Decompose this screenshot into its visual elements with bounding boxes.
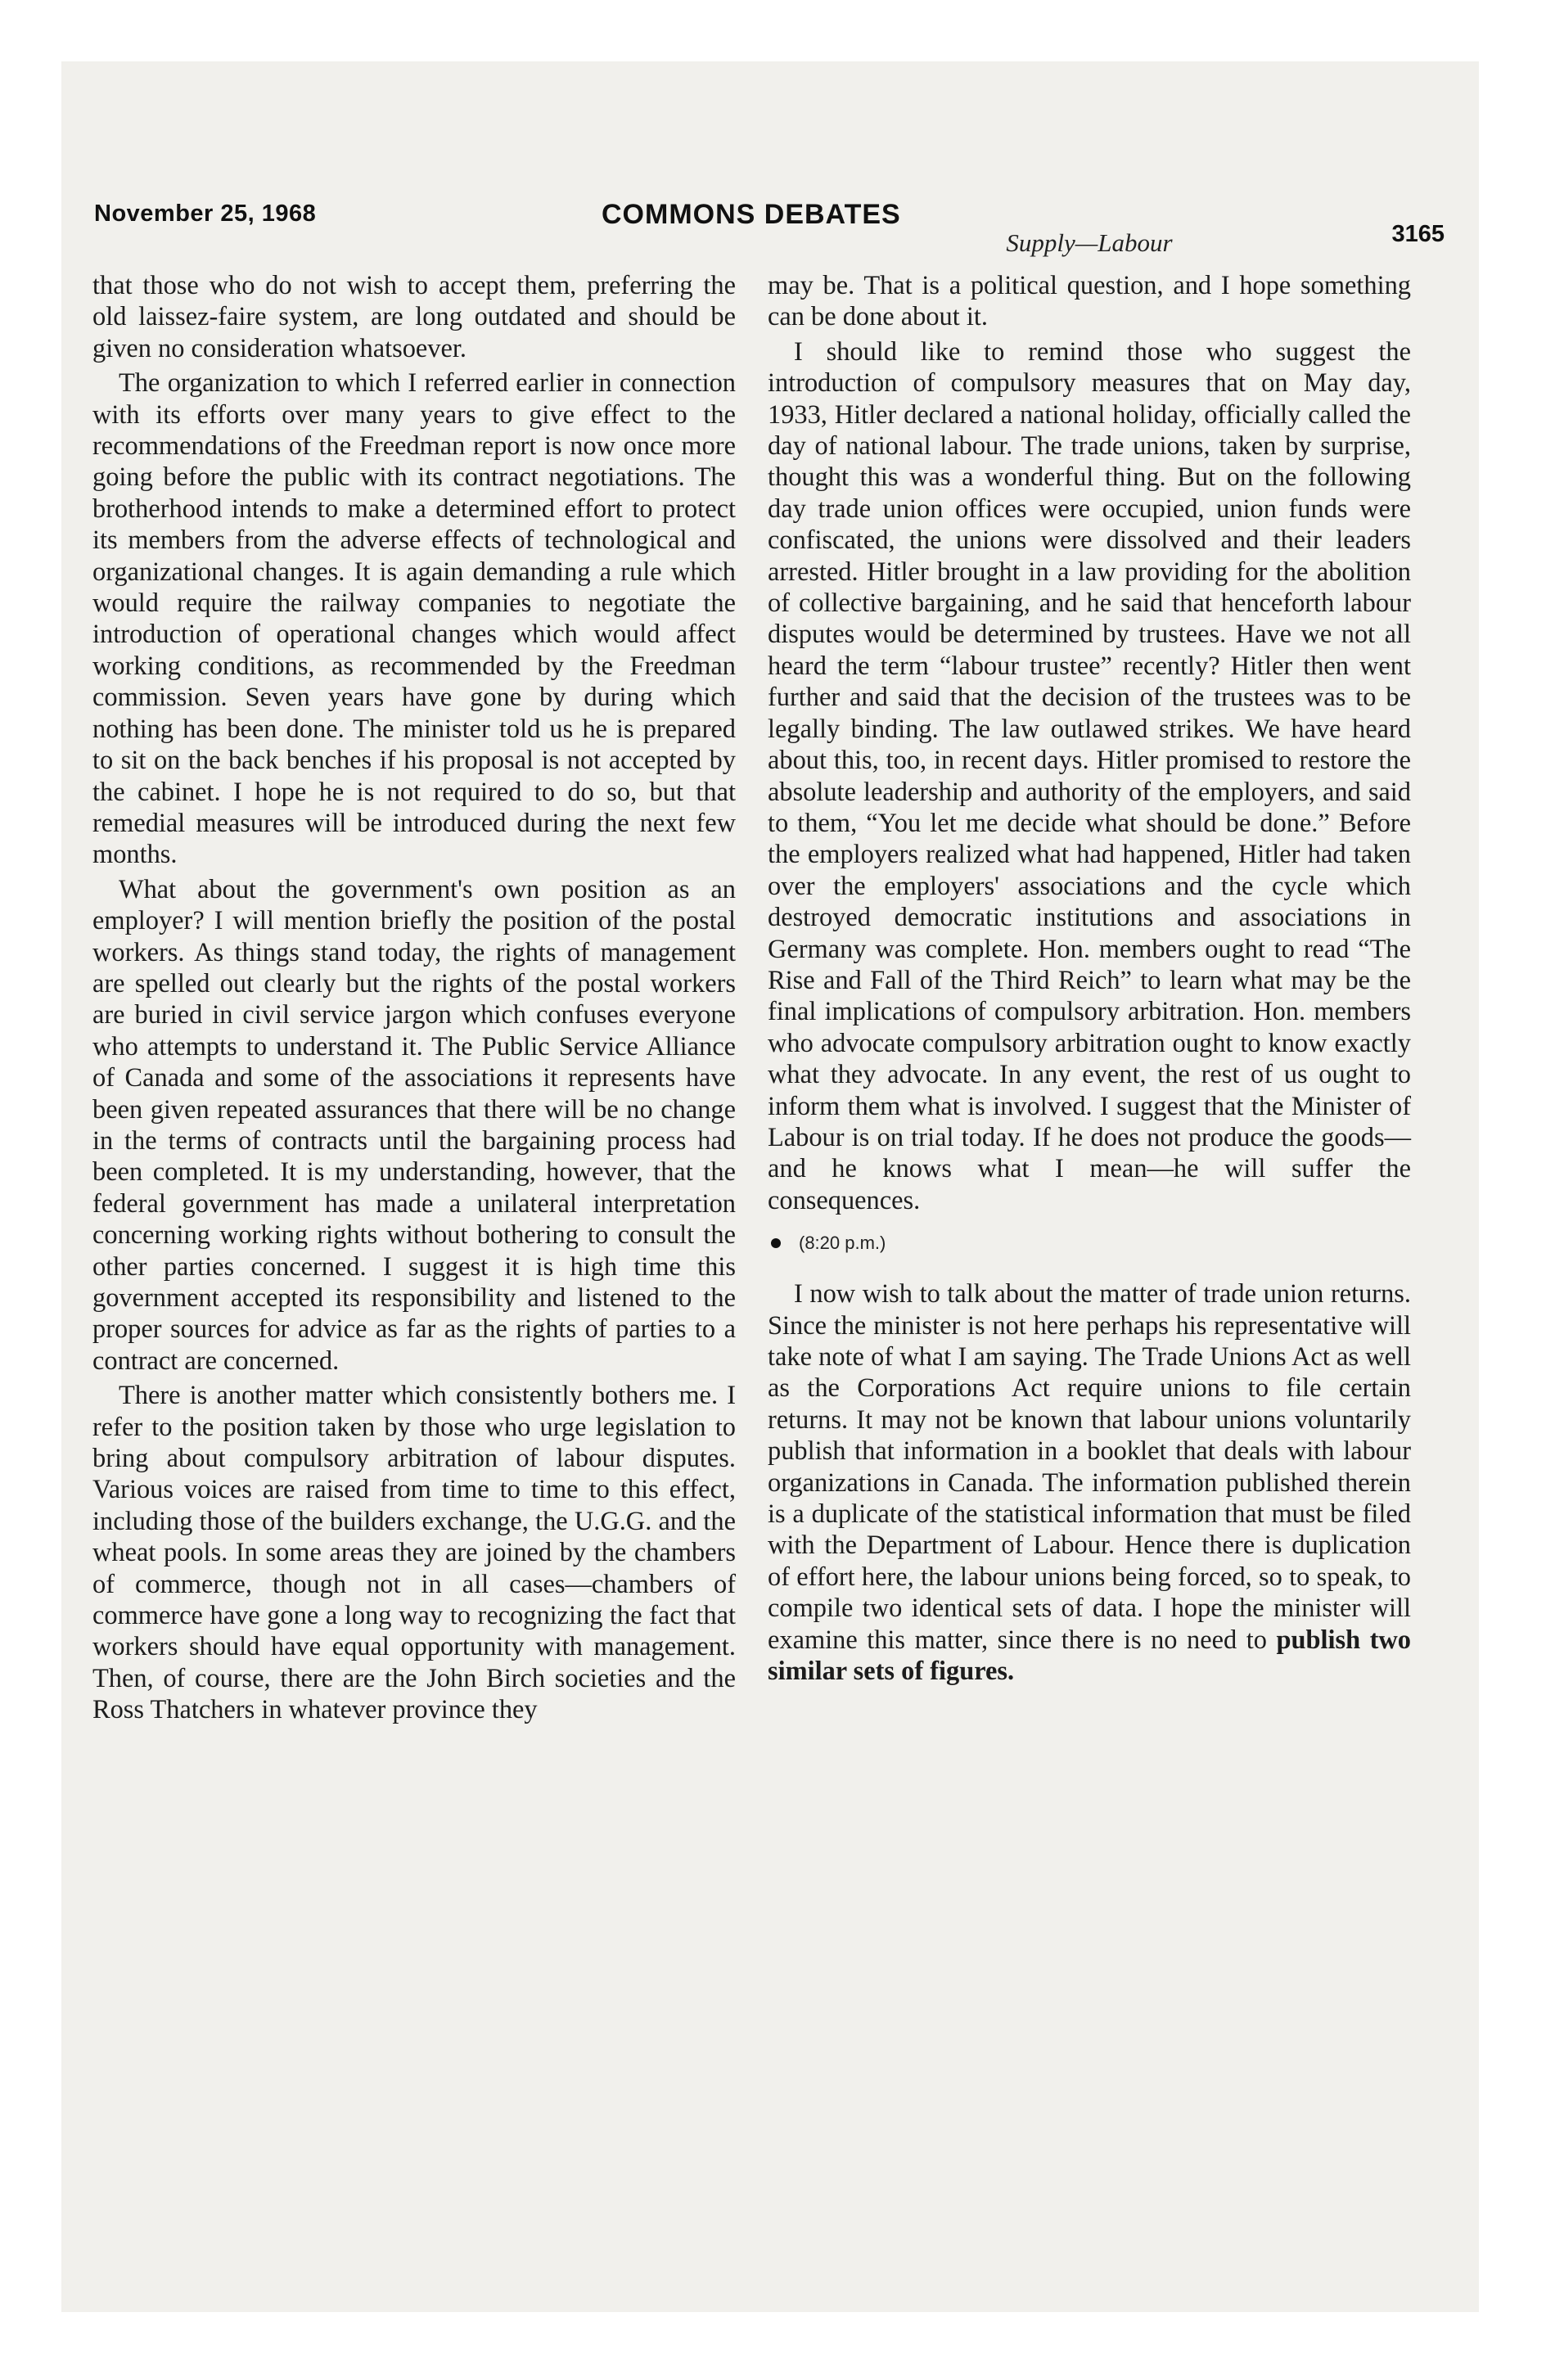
paragraph: I should like to remind those who suggest the introduction of compulsory measures that on May day, 1933, Hitler declared a national holiday, officially called the day of national labour. The trade unions, taken by surprise, thought this was a wonderful thing. But on the following day trade union offices were occupied, union funds were confiscated, the unions were dissolved and their leaders arrested. Hitler brought in a law providing for the abolition of collective bargaining, and he said that henceforth labour disputes would be determined by trustees. Have we not all heard the term “labour trustee” recently? Hitler then went further and said that the decision of the trustees was to be legally binding. The law outlawed strikes. We have heard about this, too, in recent days. Hitler promised to restore the absolute leadership and authority of the employers, and said to them, “You let me decide what should be done.” Before the employers realized what had happened, Hitler had taken over the employers' associations and the cycle which destroyed democratic institutions and associations in Germany was complete. Hon. members ought to read “The Rise and Fall of the Third Reich” to learn what may be the final implications of compulsory arbitration. Hon. members who advocate compulsory arbitration ought to know exactly what they advocate. In any event, the rest of us ought to inform them what is involved. I suggest that the Minister of Labour is on trial today. If he does not produce the goods—and he knows what I mean—he will suffer the consequences. bbox=[768, 336, 1411, 1215]
paragraph-continued: that those who do not wish to accept them, preferring the old laissez-faire system, are long outdated and should be given no consideration whatsoever. bbox=[92, 271, 736, 363]
paragraph: There is another matter which consistently bothers me. I refer to the position taken by those who urge legislation to bring about compulsory arbitration of labour disputes. Various voices are raised from time to time to this effect, including those of the builders exchange, the U.G.G. and the wheat pools. In some areas they are joined by the chambers of commerce, though not in all cases—chambers of commerce have gone a long way to recognizing the fact that workers should have equal opportunity with management. Then, of course, there are the John Birch societies and the Ross Thatchers in whatever province they bbox=[92, 1381, 736, 1725]
right-column bbox=[768, 228, 1411, 1687]
bullet-icon bbox=[771, 1238, 781, 1248]
paragraph: What about the government's own position as an employer? I will mention briefly the position of the postal workers. As things stand today, the rights of management are spelled out clearly but the rights of the postal workers are buried in civil service jargon which confuses everyone who attempts to understand it. The Public Service Alliance of Canada and some of the associations it represents have been given repeated assurances that there will be no change in the terms of contracts until the bargaining process had been completed. It is my understanding, however, that the federal government has made a unilateral interpretation concerning working rights without bothering to consult the other parties concerned. I suggest it is high time this government accepted its responsibility and listened to the proper sources for advice as far as the rights of parties to a contract are concerned. bbox=[92, 874, 736, 1376]
paragraph-continued: may be. That is a political question, and I hope something can be done about it. bbox=[768, 271, 1411, 332]
section-subheader: Supply—Labour bbox=[1006, 228, 1173, 257]
time-marker-text: (8:20 p.m.) bbox=[799, 1233, 886, 1254]
paragraph-text: I now wish to talk about the matter of trade union returns. Since the minister is not here perhaps his representative will take note of what I am saying. The Trade Unions Act as well as the Corporations Act require unions to file certain returns. It may not be known that labour unions voluntarily publish that information in a booklet that deals with labour organizations in Canada. The information published therein is a duplicate of the statistical information that must be filed with the Department of Labour. Hence there is duplication of effort here, the labour unions being forced, so to speak, to compile two identical sets of data. I hope the minister will examine this matter, since there is no need to bbox=[768, 1279, 1411, 1655]
header-date: November 25, 1968 bbox=[94, 201, 317, 227]
header-publication-title: COMMONS DEBATES bbox=[602, 199, 901, 230]
paragraph: The organization to which I referred earlier in connection with its efforts over many years to give effect to the recommendations of the Freedman report is now once more going before the public with its contract negotiations. The brotherhood intends to make a determined effort to protect its members from the adverse effects of technological and organizational changes. It is again demanding a rule which would require the railway companies to negotiate the introduction of operational changes which would affect working conditions, as recommended by the Freedman commission. Seven years have gone by during which nothing has been done. The minister told us he is prepared to sit on the back benches if his proposal is not accepted by the cabinet. I hope he is not required to do so, but that remedial measures will be introduced during the next few months. bbox=[92, 368, 736, 870]
header-page-number: 3165 bbox=[1391, 221, 1445, 247]
paragraph-closing-text: publish two similar sets of figures. bbox=[768, 1625, 1411, 1687]
paragraph bbox=[768, 1278, 1411, 1687]
time-marker bbox=[768, 1231, 1411, 1255]
left-column bbox=[92, 270, 736, 1726]
